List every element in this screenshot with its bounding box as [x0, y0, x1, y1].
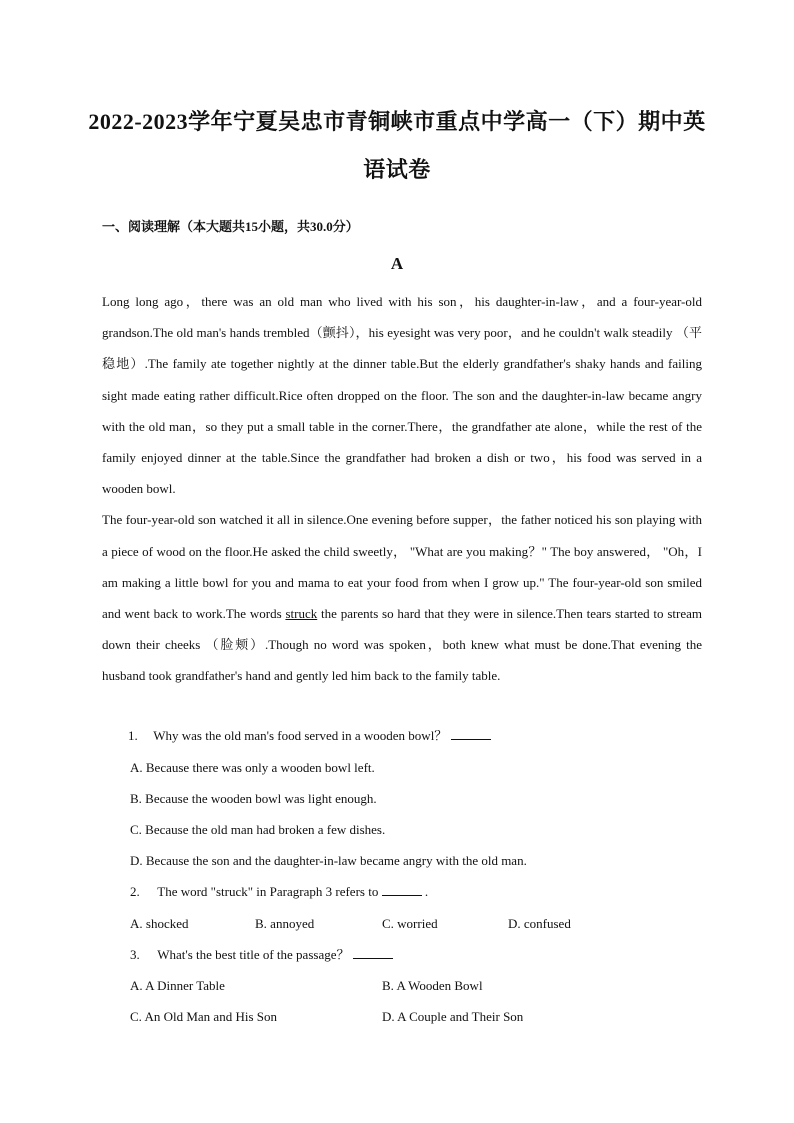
option-2b[interactable]: B. annoyed [255, 916, 315, 931]
underlined-word-struck: struck [285, 606, 318, 622]
passage-body [102, 286, 702, 692]
option-1b[interactable]: B. Because the wooden bowl was light enough. [130, 791, 377, 806]
question-number: 1. [128, 728, 138, 743]
exam-title-line2: 语试卷 [363, 157, 431, 182]
paragraph-2-text-before: The four-year-old son watched it all in silence.One evening before supper，the father noticed his son playing with a piece of wood on the floor.He asked the child sweetly， "What are you making？" The boy answered， "Oh，I am making a little bowl for you and mama to eat your food from when I grow up." The four-year-old son smiled and went back to work.The words [102, 512, 702, 622]
option-1a[interactable]: A. Because there was only a wooden bowl left. [130, 760, 375, 775]
option-3a[interactable]: A. A Dinner Table [130, 978, 225, 993]
question-text: What's the best title of the passage？ [157, 947, 350, 962]
passage-label: A [390, 254, 404, 273]
question-number: 2. [130, 884, 140, 899]
paragraph-2-text-after: the parents so hard that they were in silence.Then tears started to stream down their cheeks （脸颊）.Though no word was spoken，both knew what must be done.That evening the husband took grandfather's hand and gently led him back to the family table. [102, 606, 702, 684]
question-3 [130, 945, 393, 965]
option-1c[interactable]: C. Because the old man had broken a few dishes. [130, 822, 386, 837]
exam-title [60, 98, 734, 194]
section-heading: 一、阅读理解（本大题共15小题，共30.0分） [102, 219, 359, 234]
question-2 [130, 882, 428, 902]
option-2d[interactable]: D. confused [508, 916, 571, 931]
option-3d[interactable]: D. A Couple and Their Son [382, 1009, 524, 1024]
exam-title-line1: 2022-2023学年宁夏吴忠市青铜峡市重点中学高一（下）期中英 [88, 109, 706, 134]
answer-blank[interactable] [382, 883, 422, 896]
passage-paragraph-2 [102, 504, 702, 691]
option-3b[interactable]: B. A Wooden Bowl [382, 978, 483, 993]
question-text: The word "struck" in Paragraph 3 refers to [157, 884, 379, 899]
question-suffix: . [424, 884, 429, 899]
question-text: Why was the old man's food served in a wooden bowl？ [153, 728, 448, 743]
passage-paragraph-1: Long long ago，there was an old man who lived with his son，his daughter-in-law，and a four-year-old grandson.The old man's hands trembled（颤抖），his eyesight was very poor，and he couldn't walk steadily （平稳地）.The family ate together nightly at the dinner table.But the elderly grandfather's shaky hands and failing sight made eating rather difficult.Rice often dropped on the floor. The son and the daughter-in-law became angry with the old man，so they put a small table in the corner.There，the grandfather ate alone，while the rest of the family enjoyed dinner at the table.Since the grandfather had broken a dish or two，his food was served in a wooden bowl. [102, 294, 702, 497]
answer-blank[interactable] [353, 946, 393, 959]
question-number: 3. [130, 947, 140, 962]
option-1d[interactable]: D. Because the son and the daughter-in-law became angry with the old man. [130, 853, 527, 868]
option-2a[interactable]: A. shocked [130, 916, 189, 931]
option-3c[interactable]: C. An Old Man and His Son [130, 1009, 277, 1024]
question-1 [128, 726, 491, 746]
answer-blank[interactable] [451, 727, 491, 740]
option-2c[interactable]: C. worried [382, 916, 438, 931]
